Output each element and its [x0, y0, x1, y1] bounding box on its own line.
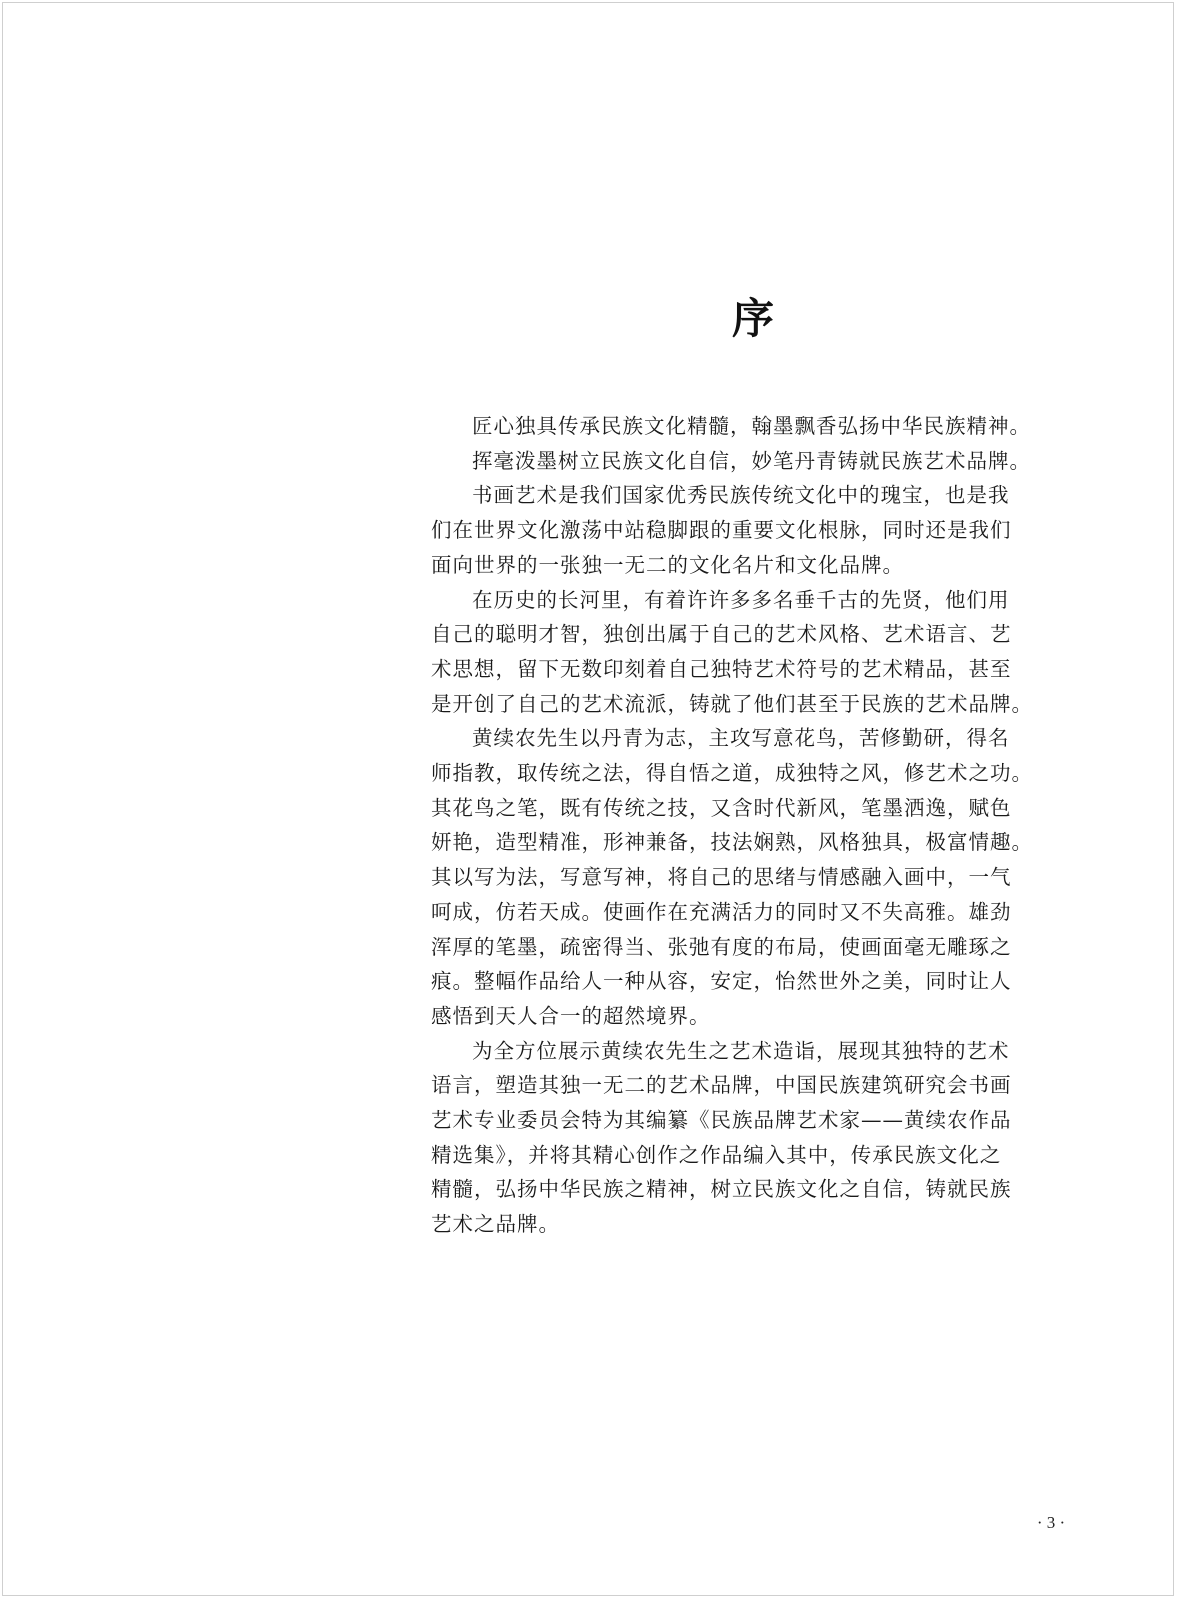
paragraph-line: 是开创了自己的艺术流派，铸就了他们甚至于民族的艺术品牌。 [431, 691, 1033, 716]
page-title: 序 [731, 294, 774, 343]
paragraph-line: 其花鸟之笔，既有传统之技，又含时代新风，笔墨洒逸，赋色 [431, 795, 1012, 820]
paragraph-line: 艺术之品牌。 [431, 1212, 560, 1237]
paragraph-line: 感悟到天人合一的超然境界。 [431, 1003, 711, 1028]
paragraph-line: 呵成，仿若天成。使画作在充满活力的同时又不失高雅。雄劲 [431, 899, 1012, 924]
paragraph-line: 书画艺术是我们国家优秀民族传统文化中的瑰宝，也是我 [472, 483, 1010, 508]
paragraph-line: 痕。整幅作品给人一种从容，安定，怡然世外之美，同时让人 [431, 969, 1012, 994]
page-number: · 3 · [1036, 1513, 1066, 1532]
paragraph-3 [431, 478, 1081, 582]
paragraph-line: 精选集》，并将其精心创作之作品编入其中，传承民族文化之 [431, 1142, 1002, 1167]
paragraph-line: 为全方位展示黄续农先生之艺术造诣，展现其独特的艺术 [472, 1038, 1010, 1063]
paragraph-line: 挥毫泼墨树立民族文化自信，妙笔丹青铸就民族艺术品牌。 [472, 448, 1031, 473]
paragraph-line: 术思想，留下无数印刻着自己独特艺术符号的艺术精品，甚至 [431, 656, 1012, 681]
paragraph-line: 师指教，取传统之法，得自悟之道，成独特之风，修艺术之功。 [431, 761, 1033, 786]
paragraph-line: 自己的聪明才智，独创出属于自己的艺术风格、艺术语言、艺 [431, 622, 1012, 647]
paragraph-line: 在历史的长河里，有着许许多多名垂千古的先贤，他们用 [472, 587, 1010, 612]
paragraph-1 [431, 409, 1081, 444]
paragraph-line: 艺术专业委员会特为其编纂《民族品牌艺术家——黄续农作品 [431, 1108, 1012, 1133]
paragraph-line: 语言，塑造其独一无二的艺术品牌，中国民族建筑研究会书画 [431, 1073, 1012, 1098]
paragraph-line: 黄续农先生以丹青为志，主攻写意花鸟，苦修勤研，得名 [472, 726, 1010, 751]
paragraph-4 [431, 583, 1081, 722]
paragraph-line: 精髓，弘扬中华民族之精神，树立民族文化之自信，铸就民族 [431, 1177, 1012, 1202]
paragraph-line: 们在世界文化激荡中站稳脚跟的重要文化根脉，同时还是我们 [431, 518, 1012, 543]
paragraph-6 [431, 1034, 1081, 1242]
paragraph-line: 其以写为法，写意写神，将自己的思绪与情感融入画中，一气 [431, 865, 1012, 890]
paragraph-2 [431, 444, 1081, 479]
paragraph-5 [431, 721, 1081, 1033]
preface-body [431, 409, 1081, 1242]
paragraph-line: 浑厚的笔墨，疏密得当、张弛有度的布局，使画面毫无雕琢之 [431, 934, 1012, 959]
paragraph-line: 妍艳，造型精准，形神兼备，技法娴熟，风格独具，极富情趣。 [431, 830, 1033, 855]
paragraph-line: 面向世界的一张独一无二的文化名片和文化品牌。 [431, 552, 904, 577]
document-page [2, 2, 1174, 1596]
paragraph-line: 匠心独具传承民族文化精髓，翰墨飘香弘扬中华民族精神。 [472, 414, 1031, 438]
